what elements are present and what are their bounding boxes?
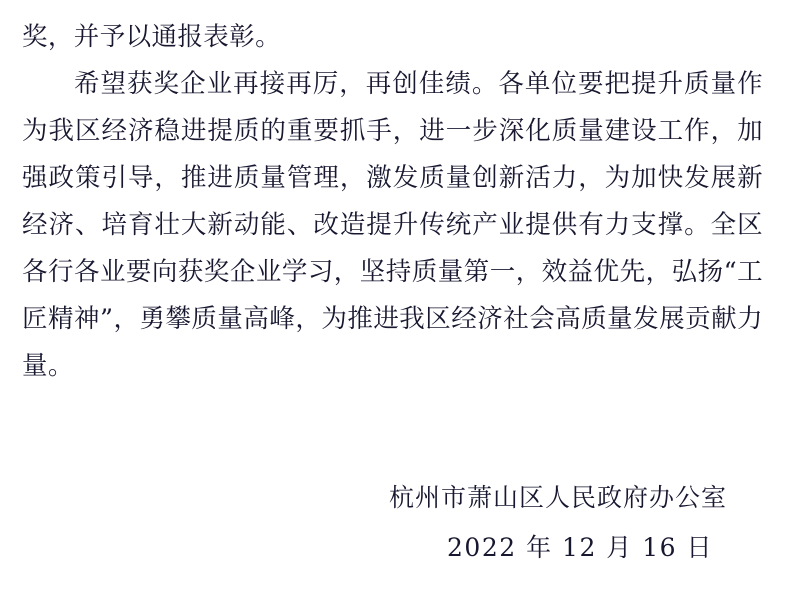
signature-date: 2022 年 12 月 16 日 [447, 533, 713, 562]
document-body [22, 14, 763, 390]
paragraph-main: 希望获奖企业再接再厉，再创佳绩。各单位要把提升质量作为我区经济稳进提质的重要抓手，进一步深化质量建设工作，加强政策引导，推进质量管理，激发质量创新活力，为加快发展新经济、培育壮大新动能、改造提升传统产业提供有力支撑。全区各行各业要向获奖企业学习，坚持质量第一，效益优先，弘扬“工匠精神”，勇攀质量高峰，为推进我区经济社会高质量发展贡献力量。 [22, 69, 763, 381]
signature-block [0, 478, 763, 568]
paragraph-continuation: 奖，并予以通报表彰。 [22, 22, 282, 52]
signature-organization: 杭州市萧山区人民政府办公室 [388, 483, 727, 512]
